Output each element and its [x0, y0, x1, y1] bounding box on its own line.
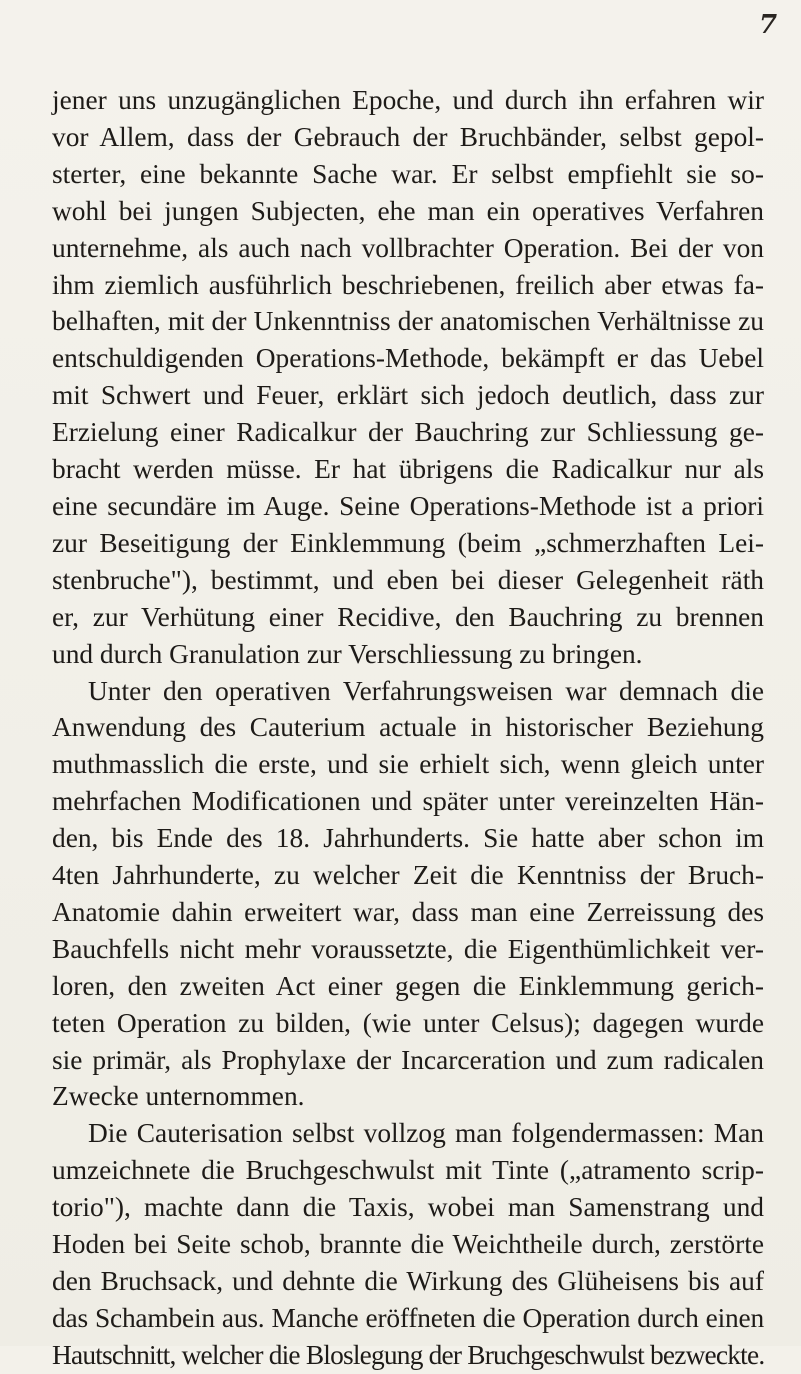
text-line: das Schambein aus. Manche eröffneten die Operation durch einen [52, 1302, 764, 1333]
page-number: 7 [759, 10, 778, 40]
text-line: Anatomie dahin erweitert war, dass man eine Zerreissung des [52, 896, 764, 927]
text-line: eine secundäre im Auge. Seine Operations-Methode ist a priori [52, 490, 764, 521]
text-line: vor Allem, dass der Gebrauch der Bruchbänder, selbst gepol- [52, 121, 764, 152]
text-line: den Bruchsack, und dehnte die Wirkung des Glüheisens bis auf [52, 1266, 764, 1296]
text-line: stenbruche"), bestimmt, und eben bei dieser Gelegenheit räth [52, 564, 764, 595]
text-line: 4ten Jahrhunderte, zu welcher Zeit die Kenntniss der Bruch- [52, 860, 764, 891]
text-line: torio"), machte dann die Taxis, wobei man Samenstrang und [52, 1192, 764, 1223]
text-line: jener uns unzugänglichen Epoche, und durch ihn erfahren wir [52, 85, 764, 115]
text-line: mit Schwert und Feuer, erklärt sich jedoch deutlich, dass zur [52, 380, 764, 411]
text-line: ihm ziemlich ausführlich beschriebenen, freilich aber etwas fa- [52, 269, 764, 300]
text-line: Zwecke unternommen. [52, 1081, 305, 1112]
text-line: mehrfachen Modificationen und später unter vereinzelten Hän- [52, 786, 764, 817]
text-line: und durch Granulation zur Verschliessung zu bringen. [52, 638, 643, 669]
body-text [52, 82, 764, 1374]
text-line: teten Operation zu bilden, (wie unter Celsus); dagegen wurde [52, 1007, 764, 1038]
text-line: Hautschnitt, welcher die Bloslegung der Bruchgeschwulst bezweckte. [52, 1339, 765, 1370]
text-line: Erzielung einer Radicalkur der Bauchring zur Schliessung ge- [52, 417, 764, 448]
text-line: loren, den zweiten Act einer gegen die Einklemmung gerich- [52, 970, 764, 1001]
text-line: sie primär, als Prophylaxe der Incarceration und zum radicalen [52, 1044, 764, 1075]
text-line: bracht werden müsse. Er hat übrigens die Radicalkur nur als [52, 454, 764, 485]
text-line: Die Cauterisation selbst vollzog man folgendermassen: Man [88, 1118, 764, 1149]
text-line: er, zur Verhütung einer Recidive, den Bauchring zu brennen [52, 601, 764, 632]
text-line: muthmasslich die erste, und sie erhielt sich, wenn gleich unter [52, 749, 764, 780]
text-line: unternehme, als auch nach vollbrachter Operation. Bei der von [52, 232, 764, 263]
text-line: entschuldigenden Operations-Methode, bekämpft er das Uebel [52, 343, 764, 374]
text-line: Anwendung des Cauterium actuale in historischer Beziehung [52, 712, 764, 743]
text-line: den, bis Ende des 18. Jahrhunderts. Sie hatte aber schon im [52, 823, 764, 854]
text-line: zur Beseitigung der Einklemmung (beim „schmerzhaften Lei- [52, 527, 764, 558]
text-line: Unter den operativen Verfahrungsweisen war demnach die [88, 675, 764, 706]
text-line: wohl bei jungen Subjecten, ehe man ein operatives Verfahren [52, 195, 764, 226]
text-line: Hoden bei Seite schob, brannte die Weichtheile durch, zerstörte [52, 1229, 764, 1260]
text-line: Bauchfells nicht mehr voraussetzte, die Eigenthümlichkeit ver- [52, 933, 764, 964]
text-line: sterter, eine bekannte Sache war. Er selbst empfiehlt sie so- [52, 158, 764, 189]
text-line: umzeichnete die Bruchgeschwulst mit Tinte („atramento scrip- [52, 1155, 764, 1186]
text-line: belhaften, mit der Unkenntniss der anatomischen Verhältnisse zu [52, 306, 764, 337]
